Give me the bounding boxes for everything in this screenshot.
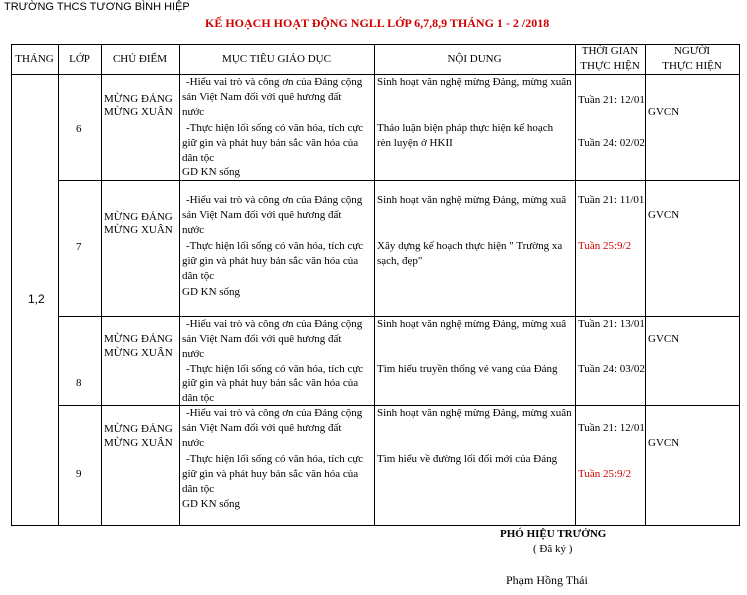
- noi-dung-line: Sinh hoạt văn nghệ mừng Đảng, mừng xuâ: [377, 194, 567, 206]
- header-nguoi-line1: NGƯỜI: [673, 45, 711, 57]
- header-lop: LỚP: [69, 53, 90, 65]
- signature-status: ( Đã ký ): [533, 543, 573, 555]
- thoi-gian-cell: Tuần 24: 02/02: [578, 137, 645, 149]
- thoi-gian-cell: Tuần 21: 12/01: [578, 94, 645, 106]
- muc-tieu-line: -Thực hiện lối sống có văn hóa, tích cực: [186, 363, 364, 375]
- month-cell: 1,2: [28, 292, 45, 306]
- muc-tieu-line: sản Việt Nam đối với quê hương đất: [182, 91, 342, 103]
- chu-diem-line1: MỪNG ĐẢNG: [104, 423, 173, 435]
- signature-name: Phạm Hồng Thái: [506, 573, 588, 587]
- thoi-gian-cell: Tuần 21: 11/01: [578, 194, 645, 206]
- muc-tieu-line: GD KN sống: [182, 498, 241, 510]
- chu-diem-line2: MỪNG XUÂN: [104, 106, 173, 118]
- lop-cell: 6: [76, 123, 82, 135]
- muc-tieu-line: -Hiểu vai trò và công ơn của Đảng cộng: [186, 76, 363, 88]
- muc-tieu-line: giữ gìn và phát huy bản sắc văn hóa của: [182, 468, 359, 480]
- thoi-gian-cell: Tuần 21: 13/01: [578, 318, 645, 330]
- header-thang: THÁNG: [15, 53, 54, 65]
- noi-dung-line: Tìm hiểu về đường lối đổi mới của Đảng: [377, 453, 558, 465]
- muc-tieu-line: -Thực hiện lối sống có văn hóa, tích cực: [186, 453, 364, 465]
- thoi-gian-cell: Tuần 25:9/2: [578, 240, 632, 252]
- muc-tieu-line: dân tộc: [182, 270, 215, 282]
- muc-tieu-line: dân tộc: [182, 483, 215, 495]
- muc-tieu-line: nước: [182, 106, 205, 118]
- noi-dung-line: rèn luyện ở HKII: [377, 137, 453, 149]
- school-name: TRƯỜNG THCS TƯƠNG BÌNH HIỆP: [4, 1, 190, 13]
- noi-dung-line: Tìm hiểu truyền thống vẻ vang của Đảng: [377, 363, 558, 375]
- muc-tieu-line: sản Việt Nam đối với quê hương đất: [182, 422, 342, 434]
- header-chu-diem: CHỦ ĐIỂM: [112, 53, 168, 65]
- nguoi-thuc-hien-cell: GVCN: [648, 333, 680, 345]
- header-thoi-gian-line1: THỜI GIAN: [581, 45, 639, 57]
- lop-cell: 8: [76, 377, 82, 389]
- noi-dung-line: Sinh hoạt văn nghệ mừng Đảng, mừng xuân: [377, 407, 572, 419]
- noi-dung-line: Sinh hoạt văn nghệ mừng Đảng, mừng xuâ: [377, 318, 567, 330]
- noi-dung-line: Thảo luận biện pháp thực hiện kế hoạch: [377, 122, 554, 134]
- noi-dung-line: sạch, đẹp": [377, 255, 423, 267]
- muc-tieu-line: nước: [182, 224, 205, 236]
- signature-role: PHÓ HIỆU TRƯỞNG: [500, 528, 607, 540]
- nguoi-thuc-hien-cell: GVCN: [648, 106, 680, 118]
- muc-tieu-line: GD KN sống: [182, 166, 241, 178]
- muc-tieu-line: giữ gìn và phát huy bản sắc văn hóa của: [182, 377, 359, 389]
- muc-tieu-line: dân tộc: [182, 152, 215, 164]
- muc-tieu-line: -Hiểu vai trò và công ơn của Đảng cộng: [186, 318, 363, 330]
- header-nguoi-line2: THỰC HIỆN: [662, 60, 722, 72]
- muc-tieu-line: -Hiểu vai trò và công ơn của Đảng cộng: [186, 194, 363, 206]
- page-title: KẾ HOẠCH HOẠT ĐỘNG NGLL LỚP 6,7,8,9 THÁNG 1 - 2 /2018: [205, 16, 550, 30]
- muc-tieu-line: nước: [182, 348, 205, 360]
- noi-dung-line: Xây dựng kế hoạch thực hiện " Trường xa: [377, 240, 563, 252]
- nguoi-thuc-hien-cell: GVCN: [648, 209, 680, 221]
- chu-diem-line1: MỪNG ĐẢNG: [104, 93, 173, 105]
- chu-diem-line2: MỪNG XUÂN: [104, 224, 173, 236]
- header-thoi-gian-line2: THỰC HIỆN: [580, 60, 640, 72]
- muc-tieu-line: giữ gìn và phát huy bản sắc văn hóa của: [182, 137, 359, 149]
- header-noi-dung: NỘI DUNG: [447, 53, 502, 65]
- thoi-gian-cell: Tuần 24: 03/02: [578, 363, 645, 375]
- lop-cell: 9: [76, 468, 82, 480]
- muc-tieu-line: dân tộc: [182, 392, 215, 404]
- muc-tieu-line: -Thực hiện lối sống có văn hóa, tích cực: [186, 240, 364, 252]
- header-muc-tieu: MỤC TIÊU GIÁO DỤC: [222, 53, 331, 65]
- muc-tieu-line: giữ gìn và phát huy bản sắc văn hóa của: [182, 255, 359, 267]
- muc-tieu-line: sản Việt Nam đối với quê hương đất: [182, 209, 342, 221]
- chu-diem-line1: MỪNG ĐẢNG: [104, 333, 173, 345]
- chu-diem-line2: MỪNG XUÂN: [104, 437, 173, 449]
- chu-diem-line1: MỪNG ĐẢNG: [104, 211, 173, 223]
- thoi-gian-cell: Tuần 21: 12/01: [578, 422, 645, 434]
- muc-tieu-line: nước: [182, 437, 205, 449]
- muc-tieu-line: sản Việt Nam đối với quê hương đất: [182, 333, 342, 345]
- muc-tieu-line: -Thực hiện lối sống có văn hóa, tích cực: [186, 122, 364, 134]
- muc-tieu-line: GD KN sống: [182, 286, 241, 298]
- noi-dung-line: Sinh hoạt văn nghệ mừng Đảng, mừng xuân: [377, 76, 572, 88]
- chu-diem-line2: MỪNG XUÂN: [104, 347, 173, 359]
- thoi-gian-cell: Tuần 25:9/2: [578, 468, 632, 480]
- nguoi-thuc-hien-cell: GVCN: [648, 437, 680, 449]
- lop-cell: 7: [76, 241, 82, 253]
- muc-tieu-line: -Hiểu vai trò và công ơn của Đảng cộng: [186, 407, 363, 419]
